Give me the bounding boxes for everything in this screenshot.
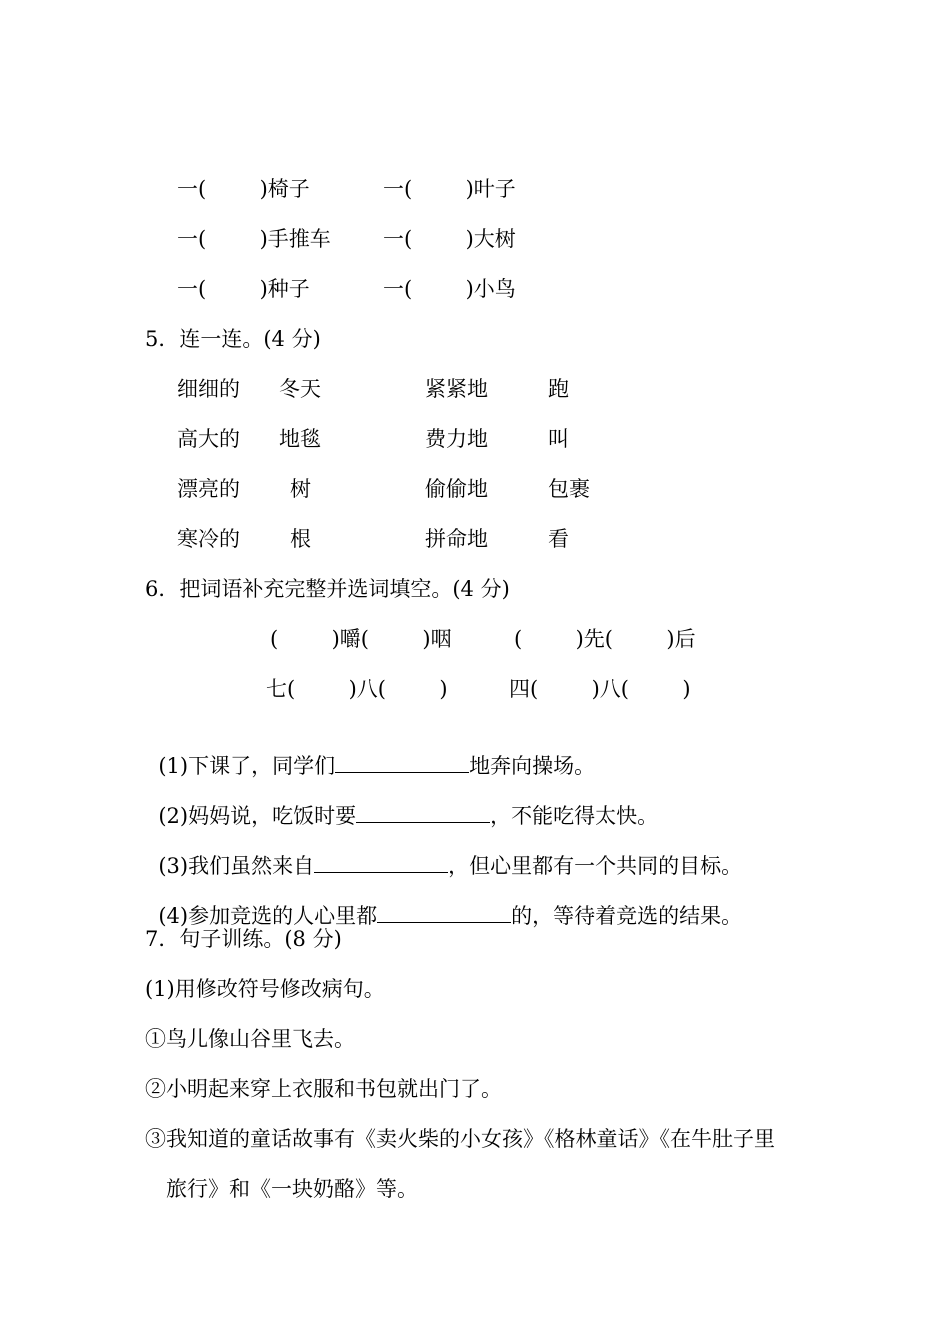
q6-word-2: ( )先( )后: [514, 627, 696, 651]
q7-sentence-1: ①鸟儿像山谷里飞去。: [145, 1027, 355, 1051]
q6-word-3: 七( )八( ): [266, 677, 448, 701]
q6-fill-2-blank[interactable]: [356, 802, 490, 823]
q6-fill-1: [145, 726, 595, 779]
q5-adv-1: 紧紧地: [425, 377, 488, 401]
q5-adv-2: 费力地: [425, 427, 488, 451]
q5-heading: 5．连一连。(4 分): [145, 327, 321, 351]
q6-fill-4: [145, 876, 742, 929]
q5-adj-4: 寒冷的: [177, 527, 240, 551]
q5-verb-1: 跑: [548, 377, 569, 401]
q5-adv-4: 拼命地: [425, 527, 488, 551]
q6-fill-1-before: (1)下课了，同学们: [158, 754, 336, 778]
q5-adj-2: 高大的: [177, 427, 240, 451]
q6-fill-3-after: ，但心里都有一个共同的目标。: [448, 854, 743, 878]
q4-row-1-right: 一( )叶子: [383, 177, 516, 201]
q6-fill-2-after: ，不能吃得太快。: [490, 804, 659, 828]
q5-verb-2: 叫: [548, 427, 569, 451]
q5-adj-1: 细细的: [177, 377, 240, 401]
q6-word-1: ( )嚼( )咽: [270, 627, 452, 651]
q5-verb-4: 看: [548, 527, 569, 551]
q6-fill-2-before: (2)妈妈说，吃饭时要: [158, 804, 357, 828]
q6-heading: 6．把词语补充完整并选词填空。(4 分): [145, 577, 510, 601]
q6-fill-3-blank[interactable]: [314, 852, 448, 873]
q7-sentence-3-line-2: 旅行》和《一块奶酪》等。: [166, 1177, 418, 1201]
q6-fill-1-after: 地奔向操场。: [469, 754, 596, 778]
q4-row-3-left: 一( )种子: [177, 277, 310, 301]
q5-adj-3: 漂亮的: [177, 477, 240, 501]
q6-fill-4-after: 的，等待着竞选的结果。: [511, 904, 743, 928]
q5-noun-3: 树: [290, 477, 311, 501]
q5-noun-1: 冬天: [279, 377, 321, 401]
q7-heading: 7．句子训练。(8 分): [145, 927, 342, 951]
q4-row-2-right: 一( )大树: [383, 227, 516, 251]
q5-adv-3: 偷偷地: [425, 477, 488, 501]
q7-sentence-2: ②小明起来穿上衣服和书包就出门了。: [145, 1077, 502, 1101]
q6-fill-3-before: (3)我们虽然来自: [158, 854, 315, 878]
q6-word-4: 四( )八( ): [509, 677, 691, 701]
q6-fill-4-before: (4)参加竞选的人心里都: [158, 904, 378, 928]
q6-fill-3: [145, 826, 742, 879]
q6-fill-4-blank[interactable]: [377, 902, 511, 923]
q6-fill-2: [145, 776, 658, 829]
q7-sub-1: (1)用修改符号修改病句。: [145, 977, 385, 1001]
q5-noun-2: 地毯: [279, 427, 321, 451]
q4-row-1-left: 一( )椅子: [177, 177, 310, 201]
q5-verb-3: 包裹: [548, 477, 590, 501]
q4-row-2-left: 一( )手推车: [177, 227, 331, 251]
q7-sentence-3-line-1: ③我知道的童话故事有《卖火柴的小女孩》《格林童话》《在牛肚子里: [145, 1127, 775, 1151]
q4-row-3-right: 一( )小鸟: [383, 277, 516, 301]
q6-fill-1-blank[interactable]: [335, 752, 469, 773]
q5-noun-4: 根: [290, 527, 311, 551]
